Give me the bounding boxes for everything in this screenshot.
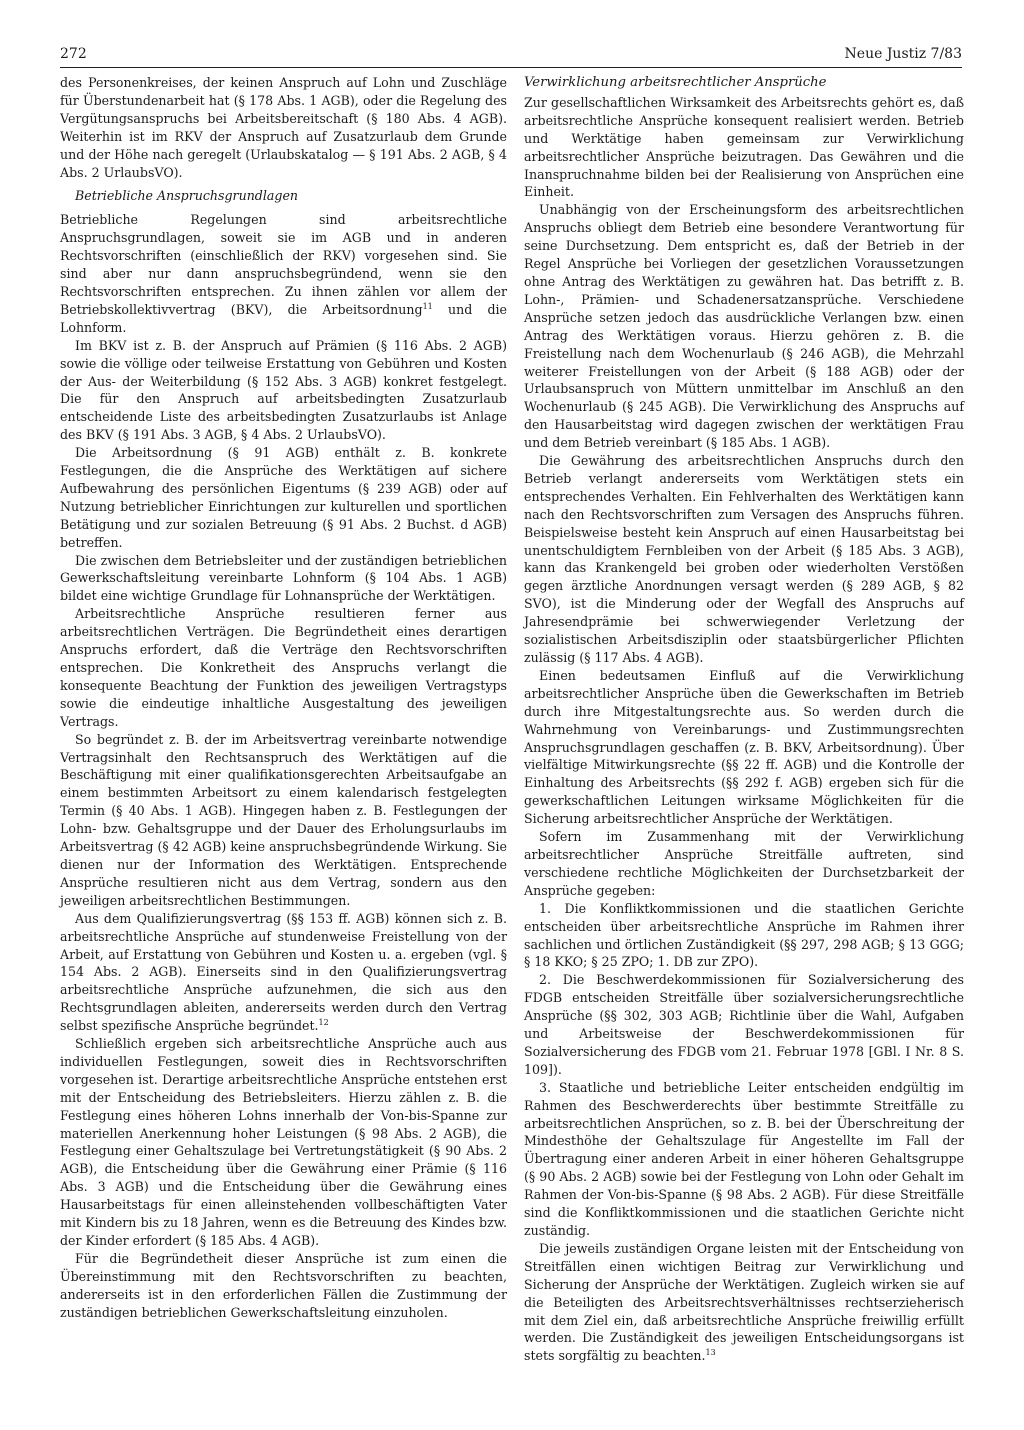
footnote-marker: 11 [422, 301, 433, 311]
header-rule [60, 67, 962, 68]
paragraph: Für die Begründetheit dieser Ansprüche ist zum einen die Übereinstimmung mit den Rechtsvorschriften zu beachten, andererseits ist in den erforderlichen Fällen die Zustimmung der zuständigen betrieblichen Gewerkschaftsleitung einzuholen. [60, 1250, 507, 1320]
footnote-marker: 13 [705, 1348, 716, 1358]
paragraph [524, 1240, 964, 1365]
paragraph: des Personenkreises, der keinen Anspruch auf Lohn und Zuschläge für Überstundenarbeit hat (§ 178 Abs. 1 AGB), oder die Regelung des Vergütungsanspruchs bei Arbeitsbereitschaft (§ 180 Abs. 4 AGB). Weiterhin ist im RKV der Anspruch auf Zusatzurlaub dem Grunde und der Höhe nach geregelt (Urlaubskatalog — § 191 Abs. 2 AGB, § 4 Abs. 2 UrlaubsVO). [60, 75, 507, 180]
paragraph: Schließlich ergeben sich arbeitsrechtliche Ansprüche auch aus individuellen Festlegungen, soweit dies in Rechtsvorschriften vorgesehen ist. Derartige arbeitsrechtliche Ansprüche entstehen erst mit der Entscheidung des Betriebsleiters. Hierzu zählen z. B. die Festlegung eines höheren Lohns innerhalb der Von-bis-Spanne zur materiellen Anerkennung hoher Leistungen (§ 98 Abs. 2 AGB), die Festlegung einer Gehaltszulage bei Vertretungstätigkeit (§ 90 Abs. 2 AGB), die Entscheidung über die Gewährung einer Prämie (§ 116 Abs. 3 AGB) und die Entscheidung über die Gewährung eines Hausarbeitstags für einen alleinstehenden vollbeschäftigten Vater mit Kindern bis zu 18 Jahren, wenn es die Betreuung des Kindes bzw. der Kinder erfordert (§ 185 Abs. 4 AGB). [60, 1036, 507, 1248]
paragraph [60, 211, 507, 336]
paragraph: So begründet z. B. der im Arbeitsvertrag vereinbarte notwendige Vertragsinhalt den Rechtsanspruch des Werktätigen auf die Beschäftigung mit einer qualifikationsgerechten Arbeitsaufgabe an einem bestimmten Arbeitsort zu einem kalendarisch festgelegten Termin (§ 40 Abs. 1 AGB). Hingegen haben z. B. Festlegungen der Lohn- bzw. Gehaltsgruppe und der Dauer des Erholungsurlaubs im Arbeitsvertrag (§ 42 AGB) keine anspruchsbegründende Wirkung. Sie dienen nur der Information des Werktätigen. Entsprechende Ansprüche resultieren nicht aus dem Vertrag, sondern aus den jeweiligen arbeitsrechtlichen Bestimmungen. [60, 731, 507, 908]
page-number: 272 [60, 46, 87, 62]
paragraph: Arbeitsrechtliche Ansprüche resultieren ferner aus arbeitsrechtlichen Verträgen. Die Begründetheit eines derartigen Anspruchs erfordert, daß die Verträge den Rechtsvorschriften entsprechen. Die Konkretheit des Anspruchs verlangt die konsequente Beachtung der Funktion des jeweiligen Vertragstyps sowie die eindeutige inhaltliche Ausgestaltung des jeweiligen Vertrags. [60, 606, 507, 729]
list-item: 3. Staatliche und betriebliche Leiter entscheiden endgültig im Rahmen des Beschwerderechts über bestimmte Streitfälle zu arbeitsrechtlichen Ansprüchen, so z. B. bei der Überschreitung der Mindesthöhe der Gehaltszulage für Angestellte im Fall der Übertragung einer anderen Arbeit in einer höheren Gehaltsgruppe (§ 90 Abs. 2 AGB) sowie bei der Festlegung von Lohn oder Gehalt im Rahmen der Von-bis-Spanne (§ 98 Abs. 2 AGB). Für diese Streitfälle sind die Konfliktkommissionen und die staatlichen Gerichte nicht zuständig. [524, 1079, 964, 1238]
paragraph: Zur gesellschaftlichen Wirksamkeit des Arbeitsrechts gehört es, daß arbeitsrechtliche Ansprüche konsequent realisiert werden. Betrieb und Werktätige haben gemeinsam zur Verwirklichung arbeitsrechtlicher Ansprüche beizutragen. Das Gewähren und die Inanspruchnahme bilden bei der Realisierung von Ansprüchen eine Einheit. [524, 94, 964, 200]
paragraph-text: Die jeweils zuständigen Organe leisten mit der Entscheidung von Streitfällen einen wichtigen Beitrag zur Verwirklichung und Sicherung der Ansprüche der Werktätigen. Zugleich wirken sie auf die Beteiligten des Arbeitsrechtsverhältnisses rechtserzieherisch mit dem Ziel ein, daß arbeitsrechtliche Ansprüche freiwillig erfüllt werden. Die Zuständigkeit des jeweiligen Entscheidungsorgans ist stets sorgfältig zu beachten. [524, 1240, 964, 1364]
paragraph: Die Gewährung des arbeitsrechtlichen Anspruchs durch den Betrieb verlangt andererseits vom Werktätigen stets ein entsprechendes Verhalten. Ein Fehlverhalten des Werktätigen kann nach den Rechtsvorschriften zum Versagen des Anspruchs führen. Beispielsweise besteht kein Anspruch auf einen Hausarbeitstag bei unentschuldigtem Fernbleiben von der Arbeit (§ 185 Abs. 3 AGB), kann das Krankengeld bei groben oder wiederholten Verstößen gegen ärztliche Anordnungen versagt werden (§ 289 AGB, § 82 SVO), ist die Minderung oder der Wegfall des Anspruchs auf Jahresendprämie bei schwerwiegender Verletzung der sozialistischen Arbeitsdisziplin oder staatsbürgerlicher Pflichten zulässig (§ 117 Abs. 4 AGB). [524, 453, 964, 665]
list-item: 1. Die Konfliktkommissionen und die staatlichen Gerichte entscheiden über arbeitsrechtliche Ansprüche im Rahmen ihrer sachlichen und örtlichen Zuständigkeit (§§ 297, 298 AGB; § 13 GGG; § 18 KKO; § 25 ZPO; 1. DB zur ZPO). [524, 900, 964, 970]
journal-title: Neue Justiz 7/83 [844, 46, 962, 62]
paragraph-text: Betriebliche Regelungen sind arbeitsrechtliche Anspruchsgrundlagen, soweit sie im AGB und in anderen Rechtsvorschriften (einschließlich der RKV) vorgesehen sind. Sie sind aber nur dann anspruchsbegründend, wenn sie den Rechtsvorschriften entsprechen. Zu ihnen zählen vor allem der Betriebskollektivvertrag (BKV), die Arbeitsordnung [60, 212, 507, 317]
page-header [60, 46, 962, 68]
left-column [60, 74, 507, 1322]
paragraph: Im BKV ist z. B. der Anspruch auf Prämien (§ 116 Abs. 2 AGB) sowie die völlige oder teilweise Erstattung von Gebühren und Kosten der Aus- der Weiterbildung (§ 152 Abs. 3 AGB) konkret festgelegt. Die für den Anspruch auf arbeitsbedingten Zusatzurlaub entscheidende Liste des arbeitsbedingten Zusatzurlaubs ist Anlage des BKV (§ 191 Abs. 3 AGB, § 4 Abs. 2 UrlaubsVO). [60, 337, 507, 443]
footnote-marker: 12 [318, 1017, 329, 1027]
right-column [524, 74, 964, 1365]
paragraph: Sofern im Zusammenhang mit der Verwirklichung arbeitsrechtlicher Ansprüche Streitfälle auftreten, sind verschiedene rechtliche Möglichkeiten der Durchsetzbarkeit der Ansprüche gegeben: [524, 829, 964, 898]
paragraph: Die Arbeitsordnung (§ 91 AGB) enthält z. B. konkrete Festlegungen, die die Ansprüche des Werktätigen auf sichere Aufbewahrung des persönlichen Eigentums (§ 239 AGB) oder auf Nutzung betrieblicher Einrichtungen zur kulturellen und sportlichen Betätigung und zur sozialen Betreuung (§ 91 Abs. 2 Buchst. d AGB) betreffen. [60, 445, 507, 550]
section-heading: Verwirklichung arbeitsrechtlicher Ansprüche [524, 75, 827, 90]
paragraph-text: Aus dem Qualifizierungsvertrag (§§ 153 ff. AGB) können sich z. B. arbeitsrechtliche Ansprüche auf stundenweise Freistellung von der Arbeit, auf Erstattung von Gebühren und Kosten u. a. ergeben (vgl. § 154 Abs. 2 AGB). Einerseits sind in den Qualifizierungsvertrag arbeitsrechtliche Ansprüche aufzunehmen, die sich aus den Rechtsgrundlagen ableiten, andererseits werden durch den Vertrag selbst spezifische Ansprüche begründet. [60, 910, 507, 1034]
paragraph-text: und die Lohnform. [60, 301, 507, 335]
list-item: 2. Die Beschwerdekommissionen für Sozialversicherung des FDGB entscheiden Streitfälle über sozialversicherungsrechtliche Ansprüche (§§ 302, 303 AGB; Richtlinie über die Wahl, Aufgaben und Arbeitsweise der Beschwerdekommissionen für Sozialversicherung des FDGB vom 21. Februar 1978 [GBl. I Nr. 8 S. 109]). [524, 972, 964, 1077]
paragraph [60, 910, 507, 1035]
section-heading: Betriebliche Anspruchsgrundlagen [75, 188, 299, 204]
paragraph: Die zwischen dem Betriebsleiter und der zuständigen betrieblichen Gewerkschaftsleitung vereinbarte Lohnform (§ 104 Abs. 1 AGB) bildet eine wichtige Grundlage für Lohnansprüche der Werktätigen. [60, 552, 507, 604]
paragraph: Einen bedeutsamen Einfluß auf die Verwirklichung arbeitsrechtlicher Ansprüche üben die Gewerkschaften im Betrieb durch ihre Mitgestaltungsrechte aus. So werden durch die Wahrnehmung von Vereinbarungs- und Zustimmungsrechten Anspruchsgrundlagen geschaffen (z. B. BKV, Arbeitsordnung). Über vielfältige Mitwirkungsrechte (§§ 22 ff. AGB) und die Kontrolle der Einhaltung des Arbeitsrechts (§§ 292 f. AGB) ergeben sich für die gewerkschaftlichen Leitungen wirksame Möglichkeiten für die Sicherung arbeitsrechtlicher Ansprüche der Werktätigen. [524, 667, 964, 827]
paragraph: Unabhängig von der Erscheinungsform des arbeitsrechtlichen Anspruchs obliegt dem Betrieb eine besondere Verantwortung für seine Durchsetzung. Dem entspricht es, daß der Betrieb in der Regel Ansprüche bei Vorliegen der gesetzlichen Voraussetzungen ohne Antrag des Werktätigen zu gewähren hat. Das betrifft z. B. Lohn-, Prämien- und Schadenersatzansprüche. Verschiedene Ansprüche setzen jedoch das ausdrückliche Verlangen bzw. einen Antrag des Werktätigen voraus. Hierzu gehören z. B. die Freistellung nach dem Wochenurlaub (§ 246 AGB), die Mehrzahl weiterer Freistellungen von der Arbeit (§ 188 AGB) oder der Urlaubsanspruch von Müttern unmittelbar im Anschluß an den Wochenurlaub (§ 245 AGB). Die Verwirklichung des Anspruchs auf den Hausarbeitstag wird dagegen zwischen der werktätigen Frau und dem Betrieb vereinbart (§ 185 Abs. 1 AGB). [524, 202, 964, 451]
